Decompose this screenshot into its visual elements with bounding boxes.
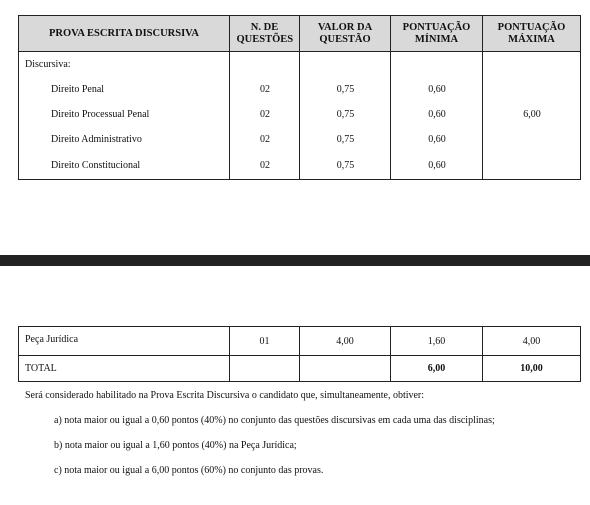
group-label: Discursiva:: [25, 59, 71, 70]
questoes-value: 02: [260, 134, 270, 145]
minima-value: 0,60: [428, 84, 446, 95]
total-label: TOTAL: [19, 356, 230, 382]
minima-value: 0,60: [428, 134, 446, 145]
peca-minima: 1,60: [391, 327, 483, 356]
questoes-value: 02: [260, 84, 270, 95]
row-name: Direito Processual Penal: [51, 109, 150, 120]
questoes-value: 02: [260, 160, 270, 171]
row-name: Direito Penal: [51, 84, 105, 95]
discursiva-table: [18, 15, 581, 180]
minima-value: 0,60: [428, 109, 446, 120]
valor-value: 0,75: [336, 160, 355, 171]
valor-value: 0,75: [336, 109, 355, 120]
note-b: b) nota maior ou igual a 1,60 pontos (40%) na Peça Jurídica;: [54, 440, 297, 451]
table-row: [19, 356, 581, 382]
disciplinas-cell: [19, 52, 230, 180]
header-questoes: N. DE QUESTÕES: [230, 16, 300, 52]
header-minima: PONTUAÇÃO MÍNIMA: [391, 16, 483, 52]
peca-valor: 4,00: [300, 327, 391, 356]
questoes-value: 02: [260, 109, 270, 120]
questoes-cell: [230, 52, 300, 180]
page-separator: [0, 255, 590, 266]
notes-intro: Será considerado habilitado na Prova Escrita Discursiva o candidato que, simultaneamente, obtiver:: [25, 390, 425, 401]
peca-total-table: [18, 326, 581, 382]
total-questoes-empty: [230, 356, 300, 382]
note-c: c) nota maior ou igual a 6,00 pontos (60%) no conjunto das provas.: [54, 465, 324, 476]
peca-maxima: 4,00: [483, 327, 581, 356]
valor-value: 0,75: [336, 134, 355, 145]
row-name: Direito Administrativo: [51, 134, 142, 145]
maxima-value: 6,00: [523, 109, 541, 120]
note-a: a) nota maior ou igual a 0,60 pontos (40%) no conjunto das questões discursivas em cada uma das disciplinas;: [54, 415, 495, 426]
header-maxima: PONTUAÇÃO MÁXIMA: [483, 16, 581, 52]
header-valor: VALOR DA QUESTÃO: [300, 16, 391, 52]
header-prova: PROVA ESCRITA DISCURSIVA: [19, 16, 230, 52]
total-valor-empty: [300, 356, 391, 382]
table-row: [19, 327, 581, 356]
valor-cell: [300, 52, 391, 180]
peca-questoes: 01: [230, 327, 300, 356]
peca-name: Peça Jurídica: [19, 327, 230, 356]
minima-value: 0,60: [428, 160, 446, 171]
maxima-cell: [483, 52, 581, 180]
valor-value: 0,75: [336, 84, 355, 95]
total-maxima: 10,00: [483, 356, 581, 382]
row-name: Direito Constitucional: [51, 160, 141, 171]
minima-cell: [391, 52, 483, 180]
total-minima: 6,00: [391, 356, 483, 382]
